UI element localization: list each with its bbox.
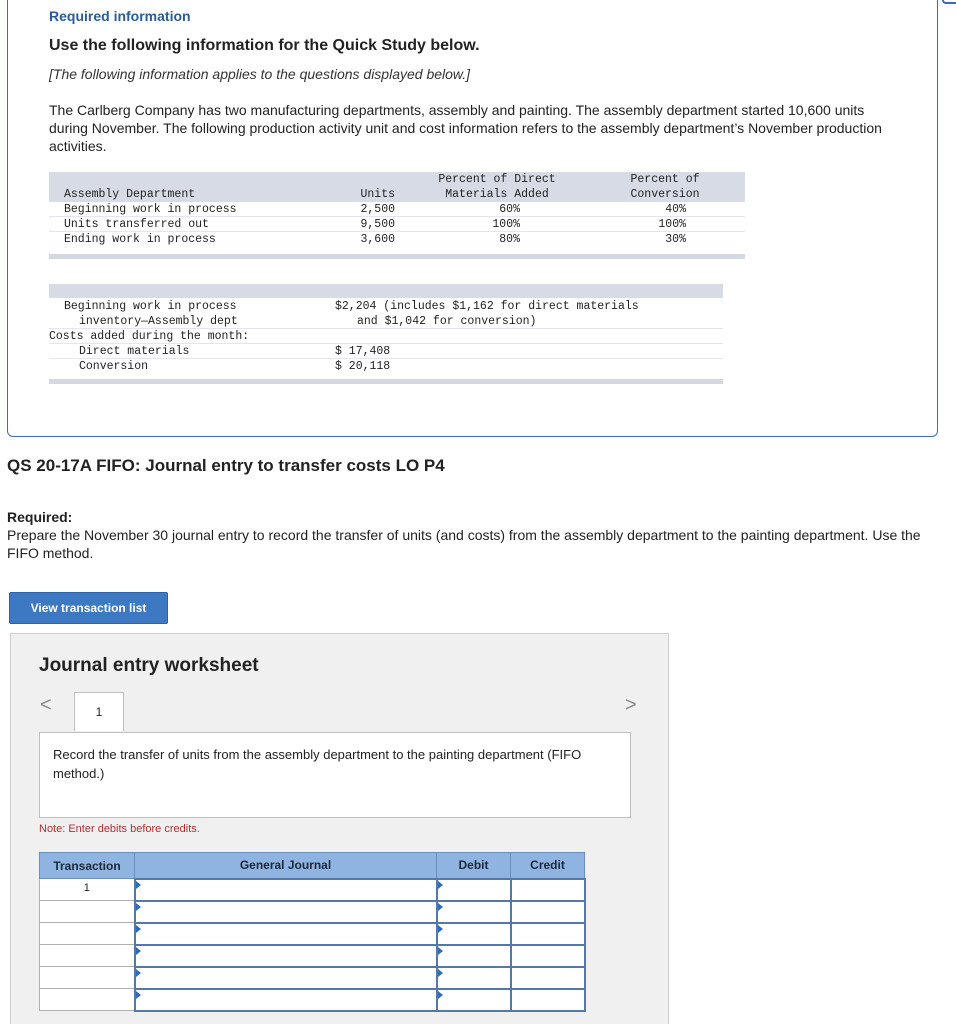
- header-materials-line1: Percent of Direct: [438, 173, 556, 186]
- bwip-label-line1: Beginning work in process: [64, 300, 237, 313]
- conversion-value: $ 20,118: [335, 360, 391, 373]
- header-materials-line2: Materials Added: [445, 188, 549, 201]
- costs-added-label: Costs added during the month:: [49, 330, 250, 343]
- question-title: QS 20-17A FIFO: Journal entry to transfer costs LO P4: [7, 456, 445, 475]
- row-materials: 80%: [499, 233, 520, 246]
- debit-input[interactable]: [437, 945, 511, 967]
- table-row: [40, 923, 585, 945]
- cost-table-footer-band: [49, 379, 723, 384]
- dropdown-flag-icon: [136, 903, 141, 911]
- transaction-number: [40, 989, 135, 1011]
- transaction-number: [40, 923, 135, 945]
- debit-input[interactable]: [437, 901, 511, 923]
- transaction-number: [40, 901, 135, 923]
- input-flag-icon: [438, 969, 443, 977]
- dropdown-flag-icon: [136, 969, 141, 977]
- worksheet-tab-1[interactable]: 1: [74, 692, 124, 731]
- debit-input[interactable]: [437, 989, 511, 1011]
- table-row: [40, 945, 585, 967]
- row-units: 3,600: [360, 233, 395, 246]
- required-text: Prepare the November 30 journal entry to record the transfer of units (and costs) from the assembly department to the painting department. Use the FIFO method.: [7, 527, 921, 561]
- row-label: Units transferred out: [64, 218, 209, 231]
- row-conversion: 100%: [658, 218, 686, 231]
- row-label: Ending work in process: [64, 233, 216, 246]
- table-row: [40, 989, 585, 1011]
- table-row: [40, 901, 585, 923]
- table-row: [40, 879, 585, 901]
- input-flag-icon: [438, 903, 443, 911]
- row-materials: 60%: [499, 203, 520, 216]
- debit-input[interactable]: [437, 879, 511, 901]
- required-information-heading: Required information: [49, 8, 191, 24]
- input-flag-icon: [438, 881, 443, 889]
- row-conversion: 40%: [665, 203, 686, 216]
- dropdown-flag-icon: [136, 881, 141, 889]
- conversion-label: Conversion: [79, 360, 149, 373]
- journal-table: [39, 852, 586, 1012]
- input-flag-icon: [438, 947, 443, 955]
- transaction-number: 1: [40, 879, 135, 901]
- scroll-edge-mark: [942, 0, 956, 4]
- credit-input[interactable]: [511, 901, 585, 923]
- bwip-value-line2: and $1,042 for conversion): [357, 315, 537, 328]
- header-units: Units: [360, 188, 395, 201]
- debits-note: Note: Enter debits before credits.: [39, 823, 200, 835]
- view-transaction-list-button[interactable]: View transaction list: [9, 592, 168, 624]
- bwip-label-line2: inventory—Assembly dept: [79, 315, 238, 328]
- row-materials: 100%: [492, 218, 520, 231]
- table-row: [40, 967, 585, 989]
- general-journal-input[interactable]: [135, 923, 437, 945]
- input-flag-icon: [438, 925, 443, 933]
- required-label: Required:: [7, 509, 73, 525]
- row-units: 9,500: [360, 218, 395, 231]
- chevron-left-icon[interactable]: <: [40, 694, 52, 716]
- intro-paragraph: The Carlberg Company has two manufacturing departments, assembly and painting. The assembly department started 10,600 units during November. The following production activity unit and cost information refers to the assembly department’s November production activities.: [49, 102, 882, 154]
- general-journal-input[interactable]: [135, 879, 437, 901]
- cost-table-header-band: [49, 284, 723, 298]
- applies-note: [The following information applies to the questions displayed below.]: [49, 66, 471, 82]
- column-general-journal: General Journal: [135, 853, 437, 879]
- dropdown-flag-icon: [136, 947, 141, 955]
- column-debit: Debit: [437, 853, 511, 879]
- worksheet-description: Record the transfer of units from the assembly department to the painting department (FIFO method.): [39, 732, 631, 818]
- worksheet-title: Journal entry worksheet: [39, 655, 259, 676]
- general-journal-input[interactable]: [135, 901, 437, 923]
- units-table-footer-band: [49, 254, 745, 259]
- credit-input[interactable]: [511, 923, 585, 945]
- general-journal-input[interactable]: [135, 967, 437, 989]
- use-following-heading: Use the following information for the Quick Study below.: [49, 37, 480, 54]
- general-journal-input[interactable]: [135, 989, 437, 1011]
- row-conversion: 30%: [665, 233, 686, 246]
- debit-input[interactable]: [437, 923, 511, 945]
- general-journal-input[interactable]: [135, 945, 437, 967]
- transaction-number: [40, 945, 135, 967]
- direct-materials-label: Direct materials: [79, 345, 190, 358]
- header-assembly-department: Assembly Department: [64, 188, 196, 201]
- journal-entry-worksheet: [10, 633, 669, 1024]
- header-conversion-line2: Conversion: [630, 188, 700, 201]
- credit-input[interactable]: [511, 967, 585, 989]
- header-conversion-line1: Percent of: [630, 173, 700, 186]
- column-credit: Credit: [511, 853, 585, 879]
- credit-input[interactable]: [511, 989, 585, 1011]
- dropdown-flag-icon: [136, 925, 141, 933]
- debit-input[interactable]: [437, 967, 511, 989]
- transaction-number: [40, 967, 135, 989]
- dropdown-flag-icon: [136, 991, 141, 999]
- credit-input[interactable]: [511, 879, 585, 901]
- row-units: 2,500: [360, 203, 395, 216]
- chevron-right-icon[interactable]: >: [625, 694, 637, 716]
- row-label: Beginning work in process: [64, 203, 237, 216]
- bwip-value-line1: $2,204 (includes $1,162 for direct materials: [335, 300, 639, 313]
- credit-input[interactable]: [511, 945, 585, 967]
- column-transaction: Transaction: [40, 853, 135, 879]
- direct-materials-value: $ 17,408: [335, 345, 391, 358]
- input-flag-icon: [438, 991, 443, 999]
